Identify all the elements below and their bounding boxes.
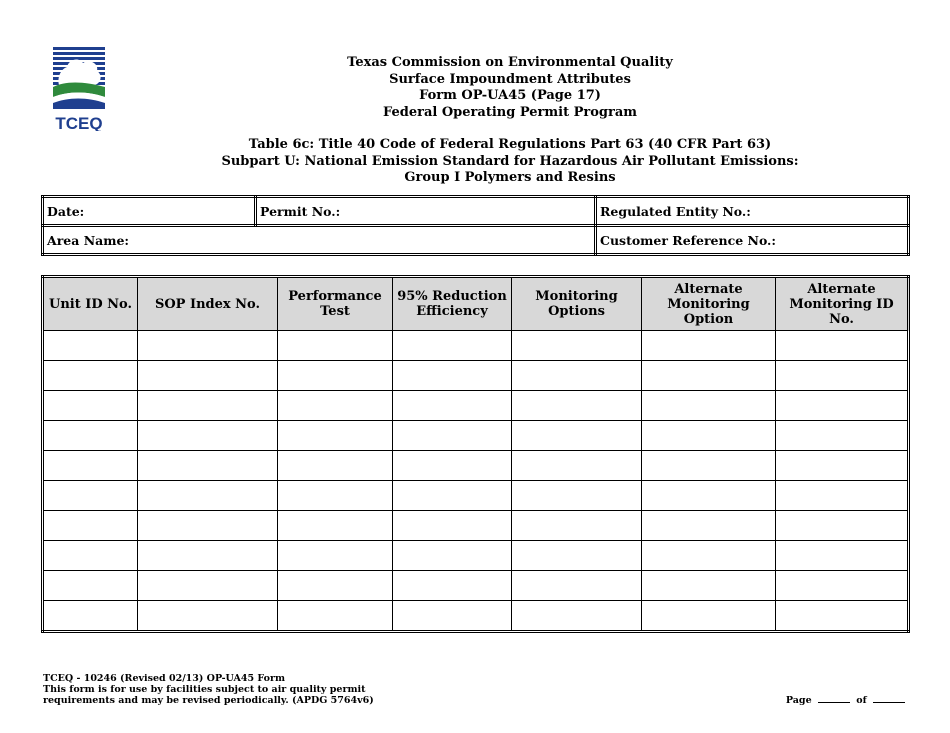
table-cell[interactable] [642, 391, 776, 421]
table-row [43, 331, 909, 361]
table-cell[interactable] [43, 331, 138, 361]
table-cell[interactable] [138, 511, 278, 541]
table-cell[interactable] [393, 511, 512, 541]
table-cell[interactable] [278, 571, 393, 601]
table-cell[interactable] [278, 481, 393, 511]
table-group: Group I Polymers and Resins [404, 170, 616, 185]
table-cell[interactable] [776, 331, 909, 361]
table-cell[interactable] [393, 601, 512, 632]
table-cell[interactable] [512, 421, 642, 451]
form-header [200, 55, 820, 187]
table-cell[interactable] [138, 481, 278, 511]
table-cell[interactable] [278, 451, 393, 481]
table-cell[interactable] [138, 451, 278, 481]
col-alt-monitoring-option: Alternate Monitoring Option [642, 277, 776, 331]
attributes-table [41, 275, 910, 633]
table-cell[interactable] [512, 331, 642, 361]
table-cell[interactable] [512, 451, 642, 481]
table-row [43, 391, 909, 421]
form-info-table [41, 195, 910, 256]
table-row [43, 571, 909, 601]
col-sop-index: SOP Index No. [138, 277, 278, 331]
table-cell[interactable] [512, 361, 642, 391]
page-number [786, 695, 908, 706]
table-cell[interactable] [512, 601, 642, 632]
page-label: Page [785, 695, 812, 706]
table-cell[interactable] [642, 331, 776, 361]
page-number-field[interactable] [818, 702, 850, 703]
table-cell[interactable] [776, 601, 909, 632]
table-cell[interactable] [43, 451, 138, 481]
form-footer [43, 673, 374, 706]
table-cell[interactable] [138, 331, 278, 361]
program-name: Federal Operating Permit Program [382, 104, 638, 120]
col-performance-test: Performance Test [278, 277, 393, 331]
table-subpart: Subpart U: National Emission Standard for Hazardous Air Pollutant Emissions: [221, 153, 799, 169]
table-row [43, 481, 909, 511]
table-cell[interactable] [278, 331, 393, 361]
table-cell[interactable] [278, 391, 393, 421]
regulated-entity-field[interactable] [596, 197, 909, 226]
col-reduction-efficiency: 95% Reduction Efficiency [393, 277, 512, 331]
table-cell[interactable] [43, 511, 138, 541]
regulated-entity-label: Regulated Entity No.: [600, 203, 751, 219]
agency-title: Texas Commission on Environmental Quality [347, 55, 673, 70]
table-cell[interactable] [642, 421, 776, 451]
table-row [43, 451, 909, 481]
table-row [43, 511, 909, 541]
table-cell[interactable] [512, 541, 642, 571]
permit-number-field[interactable] [256, 197, 596, 226]
table-cell[interactable] [776, 541, 909, 571]
table-cell[interactable] [512, 481, 642, 511]
table-cell[interactable] [43, 391, 138, 421]
table-cell[interactable] [642, 511, 776, 541]
table-cell[interactable] [43, 541, 138, 571]
table-header-row [43, 277, 909, 331]
table-cell[interactable] [512, 571, 642, 601]
table-cell[interactable] [138, 391, 278, 421]
table-row [43, 541, 909, 571]
table-cell[interactable] [393, 391, 512, 421]
table-cell[interactable] [776, 451, 909, 481]
table-cell[interactable] [776, 361, 909, 391]
customer-reference-label: Customer Reference No.: [600, 232, 777, 248]
table-cell[interactable] [642, 571, 776, 601]
table-cell[interactable] [393, 541, 512, 571]
table-cell[interactable] [278, 361, 393, 391]
table-row [43, 601, 909, 632]
page-total-field[interactable] [873, 702, 905, 703]
table-cell[interactable] [776, 481, 909, 511]
col-alt-monitoring-id: Alternate Monitoring ID No. [776, 277, 909, 331]
table-cell[interactable] [642, 361, 776, 391]
table-cell[interactable] [642, 481, 776, 511]
table-cell[interactable] [138, 361, 278, 391]
col-unit-id: Unit ID No. [43, 277, 138, 331]
table-cell[interactable] [776, 511, 909, 541]
permit-label: Permit No.: [260, 203, 341, 219]
table-cell[interactable] [776, 571, 909, 601]
table-cell[interactable] [43, 421, 138, 451]
col-monitoring-options: Monitoring Options [512, 277, 642, 331]
date-label: Date: [47, 203, 85, 219]
table-cell[interactable] [278, 421, 393, 451]
table-row [43, 421, 909, 451]
table-cell[interactable] [278, 541, 393, 571]
table-cell[interactable] [43, 481, 138, 511]
form-subject: Surface Impoundment Attributes [389, 71, 631, 87]
table-cell[interactable] [138, 571, 278, 601]
table-cell[interactable] [512, 391, 642, 421]
table-cell[interactable] [776, 421, 909, 451]
table-cell[interactable] [642, 451, 776, 481]
footer-note-1: This form is for use by facilities subject to air quality permit [43, 684, 366, 695]
tceq-logo [53, 47, 105, 131]
table-cell[interactable] [138, 421, 278, 451]
table-row [43, 361, 909, 391]
area-name-field[interactable] [43, 226, 596, 255]
logo-text: TCEQ [55, 114, 103, 131]
footer-note-2: requirements and may be revised periodically. (APDG 5764v6) [43, 695, 374, 706]
table-title: Table 6c: Title 40 Code of Federal Regulations Part 63 (40 CFR Part 63) [248, 137, 772, 152]
table-cell[interactable] [776, 391, 909, 421]
table-cell[interactable] [43, 601, 138, 632]
customer-reference-field[interactable] [596, 226, 909, 255]
date-field[interactable] [43, 197, 256, 226]
table-cell[interactable] [43, 571, 138, 601]
footer-form-id: TCEQ - 10246 (Revised 02/13) OP-UA45 Form [43, 673, 286, 684]
of-label: of [856, 695, 867, 706]
area-name-label: Area Name: [47, 232, 130, 248]
table-cell[interactable] [393, 331, 512, 361]
table-cell[interactable] [393, 571, 512, 601]
table-cell[interactable] [512, 511, 642, 541]
table-cell[interactable] [278, 601, 393, 632]
table-cell[interactable] [393, 361, 512, 391]
table-cell[interactable] [642, 601, 776, 632]
table-cell[interactable] [278, 511, 393, 541]
table-cell[interactable] [642, 541, 776, 571]
table-cell[interactable] [393, 451, 512, 481]
table-cell[interactable] [138, 601, 278, 632]
table-cell[interactable] [393, 481, 512, 511]
form-number: Form OP-UA45 (Page 17) [419, 88, 601, 103]
table-body [43, 331, 909, 632]
table-cell[interactable] [393, 421, 512, 451]
table-cell[interactable] [43, 361, 138, 391]
table-cell[interactable] [138, 541, 278, 571]
